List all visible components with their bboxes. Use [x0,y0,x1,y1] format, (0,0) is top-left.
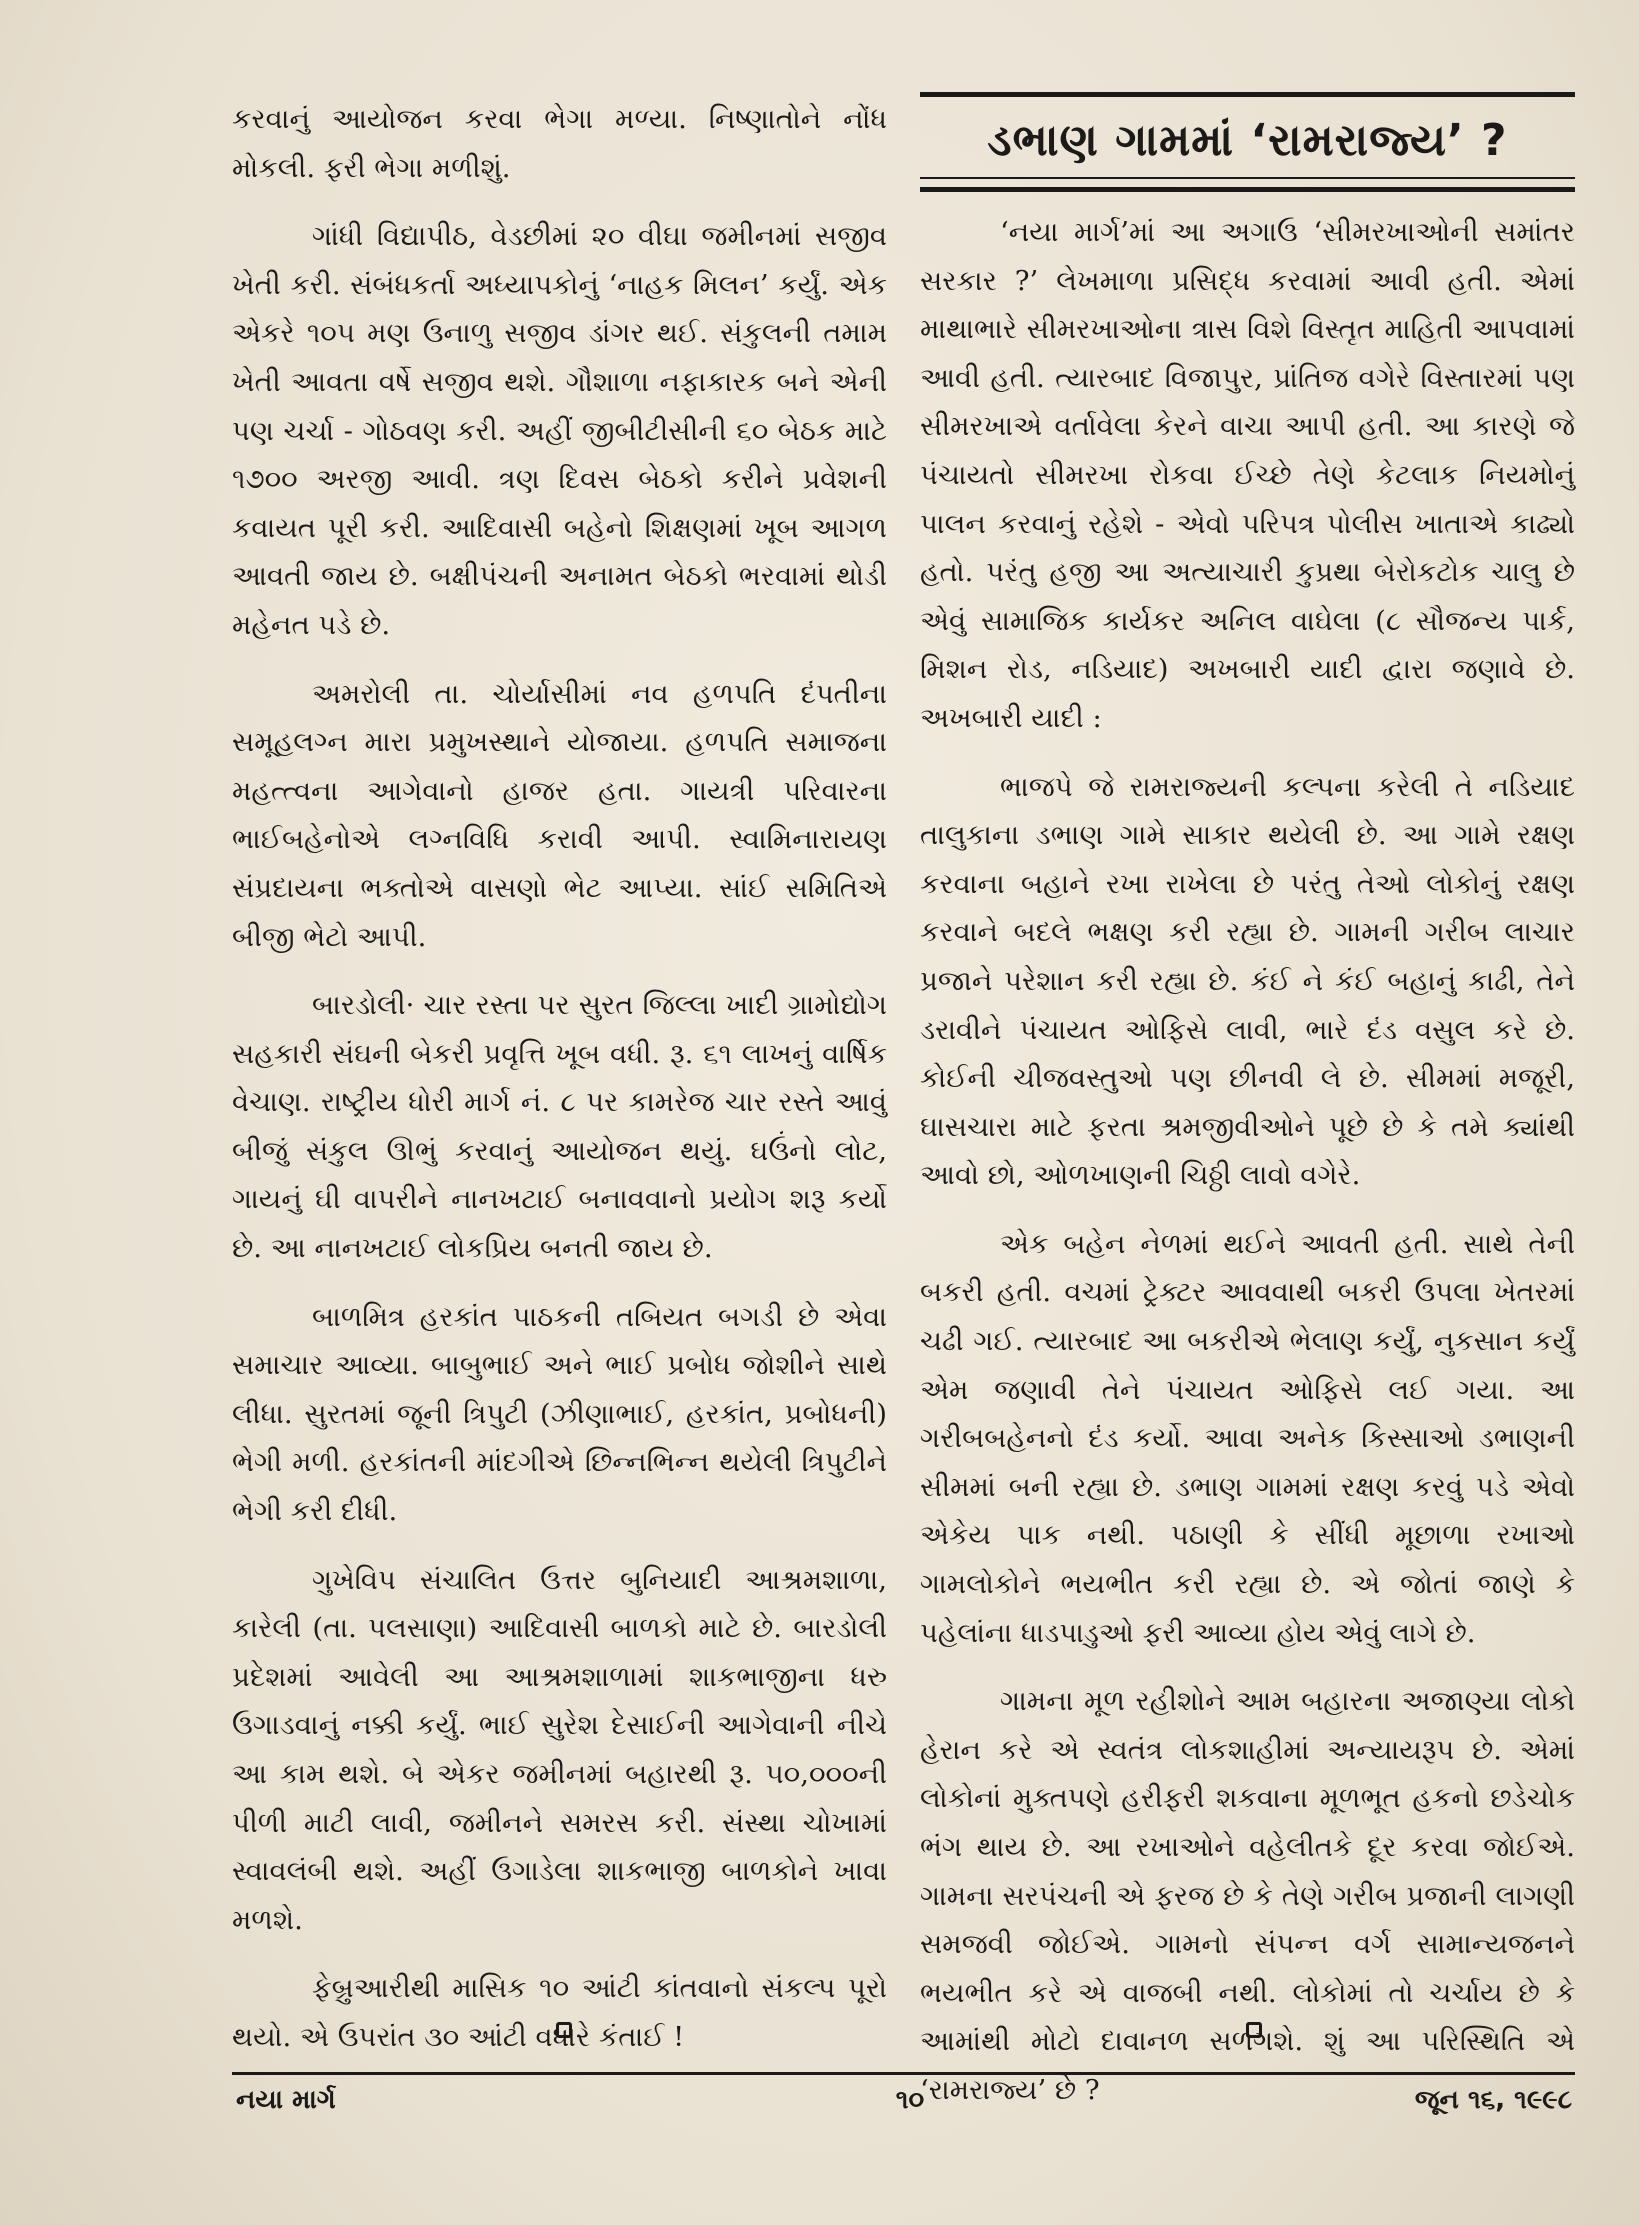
end-of-article-mark [1246,2022,1262,2038]
footer-page-number: ૧૦ [895,2085,925,2115]
article-paragraph: અમરોલી તા. ચોર્યાસીમાં નવ હળપતિ દંપતીના સમૂહલગ્ન મારા પ્રમુખસ્થાને યોજાયા. હળપતિ સમાજના મહત્ત્વના આગેવાનો હાજર હતા. ગાયત્રી પરિવારના ભાઈબહેનોએ લગ્નવિધિ કરાવી આપી. સ્વામિનારાયણ સંપ્રદાયના ભક્તોએ વાસણો ભેટ આપ્યા. સાંઈ સમિતિએ બીજી ભેટો આપી. [232,677,887,953]
headline-rule [920,177,1575,179]
left-column [232,95,887,2082]
footer-date: જૂન ૧૬, ૧૯૯૮ [1414,2085,1572,2115]
article-paragraph: ‘નયા માર્ગ’માં આ અગાઉ ‘સીમરખાઓની સમાંતર સરકાર ?’ લેખમાળા પ્રસિદ્ધ કરવામાં આવી હતી. એમાં માથાભારે સીમરખાઓના ત્રાસ વિશે વિસ્તૃત માહિતી આપવામાં આવી હતી. ત્યારબાદ વિજાપુર, પ્રાંતિજ વગેરે વિસ્તારમાં પણ સીમરખાએ વર્તાવેલા કેરને વાચા આપી હતી. આ કારણે જે પંચાયતો સીમરખા રોકવા ઈચ્છે તેણે કેટલાક નિયમોનું પાલન કરવાનું રહેશે - એવો પરિપત્ર પોલીસ ખાતાએ કાઢ્યો હતો. પરંતુ હજી આ અત્યાચારી કુપ્રથા બેરોકટોક ચાલુ છે એવું સામાજિક કાર્યકર અનિલ વાઘેલા (૮ સૌજન્ય પાર્ક, મિશન રોડ, નડિયાદ) અખબારી યાદી દ્વારા જણાવે છે. અખબારી યાદી : [920,216,1575,734]
article-paragraph: એક બહેન નેળમાં થઈને આવતી હતી. સાથે તેની બકરી હતી. વચમાં ટ્રેક્ટર આવવાથી બકરી ઉપલા ખેતરમાં ચઢી ગઈ. ત્યારબાદ આ બકરીએ ભેલાણ કર્યું, નુકસાન કર્યું એમ જણાવી તેને પંચાયત ઓફિસે લઈ ગયા. આ ગરીબબહેનનો દંડ કર્યો. આવા અનેક કિસ્સાઓ ડભાણની સીમમાં બની રહ્યા છે. ડભાણ ગામમાં રક્ષણ કરવું પડે એવો એકેય પાક નથી. પઠાણી કે સીંધી મૂછાળા રખાઓ ગામલોકોને ભયભીત કરી રહ્યા છે. એ જોતાં જાણે કે પહેલાંના ધાડપાડુઓ ફરી આવ્યા હોય એવું લાગે છે. [920,1227,1575,1649]
article-paragraph: બારડોલી· ચાર રસ્તા પર સુરત જિલ્લા ખાદી ગ્રામોદ્યોગ સહકારી સંઘની બેકરી પ્રવૃત્તિ ખૂબ વધી. રૂ. ૬૧ લાખનું વાર્ષિક વેચાણ. રાષ્ટ્રીય ધોરી માર્ગ નં. ૮ પર કામરેજ ચાર રસ્તે આવું બીજું સંકુલ ઊભું કરવાનું આયોજન થયું. ઘઉંનો લોટ, ગાયનું ઘી વાપરીને નાનખટાઈ બનાવવાનો પ્રયોગ શરૂ કર્યો છે. આ નાનખટાઈ લોકપ્રિય બનતી જાય છે. [232,989,887,1265]
footer-publication-name: નયા માર્ગ [236,2085,336,2115]
article-paragraph: કરવાનું આયોજન કરવા ભેગા મળ્યા. નિષ્ણાતોને નોંધ મોકલી. ફરી ભેગા મળીશું. [232,103,887,184]
headline-box [920,92,1575,192]
article-paragraph: ફેબ્રુઆરીથી માસિક ૧૦ આંટી કાંતવાનો સંકલ્પ પૂરો થયો. એ ઉપરાંત ૩૦ આંટી વધારે કંતાઈ ! [232,1972,887,2053]
right-column [920,208,1575,2135]
article-paragraph: ગાંધી વિદ્યાપીઠ, વેડછીમાં ૨૦ વીઘા જમીનમાં સજીવ ખેતી કરી. સંબંધકર્તા અધ્યાપકોનું ‘નાહક મિલન’ કર્યું. એક એકરે ૧૦૫ મણ ઉનાળુ સજીવ ડાંગર થઈ. સંકુલની તમામ ખેતી આવતા વર્ષે સજીવ થશે. ગૌશાળા નફાકારક બને એની પણ ચર્ચા - ગોઠવણ કરી. અહીં જીબીટીસીની ૬૦ બેઠક માટે ૧૭૦૦ અરજી આવી. ત્રણ દિવસ બેઠકો કરીને પ્રવેશની કવાયત પૂરી કરી. આદિવાસી બહેનો શિક્ષણમાં ખૂબ આગળ આવતી જાય છે. બક્ષીપંચની અનામત બેઠકો ભરવામાં થોડી મહેનત પડે છે. [232,220,887,641]
article-paragraph: ભાજપે જે રામરાજ્યની કલ્પના કરેલી તે નડિયાદ તાલુકાના ડભાણ ગામે સાકાર થયેલી છે. આ ગામે રક્ષણ કરવાના બહાને રખા રાખેલા છે પરંતુ તેઓ લોકોનું રક્ષણ કરવાને બદલે ભક્ષણ કરી રહ્યા છે. ગામની ગરીબ લાચાર પ્રજાને પરેશાન કરી રહ્યા છે. કંઈ ને કંઈ બહાનું કાઢી, તેને ડરાવીને પંચાયત ઓફિસે લાવી, ભારે દંડ વસુલ કરે છે. કોઈની ચીજવસ્તુઓ પણ છીનવી લે છે. સીમમાં મજૂરી, ઘાસચારા માટે ફરતા શ્રમજીવીઓને પૂછે છે કે તમે ક્યાંથી આવો છો, ઓળખાણની ચિઠ્ઠી લાવો વગેરે. [920,770,1575,1192]
article-paragraph: ગુખેવિપ સંચાલિત ઉત્તર બુનિયાદી આશ્રમશાળા, કારેલી (તા. પલસાણા) આદિવાસી બાળકો માટે છે. બારડોલી પ્રદેશમાં આવેલી આ આશ્રમશાળામાં શાકભાજીના ધરુ ઉગાડવાનું નક્કી કર્યું. ભાઈ સુરેશ દેસાઈની આગેવાની નીચે આ કામ થશે. બે એકર જમીનમાં બહારથી રૂ. ૫૦,૦૦૦ની પીળી માટી લાવી, જમીનને સમરસ કરી. સંસ્થા ચોખામાં સ્વાવલંબી થશે. અહીં ઉગાડેલા શાકભાજી બાળકોને ખાવા મળશે. [232,1563,887,1936]
footer-rule [232,2072,1575,2075]
article-headline: ડભાણ ગામમાં ‘રામરાજ્ય’ ? [987,115,1508,166]
end-of-article-mark [556,2022,572,2038]
article-paragraph: બાળમિત્ર હરકાંત પાઠકની તબિયત બગડી છે એવા સમાચાર આવ્યા. બાબુભાઈ અને ભાઈ પ્રબોધ જોશીને સાથે લીધા. સુરતમાં જૂની ત્રિપુટી (ઝીણાભાઈ, હરકાંત, પ્રબોધની) ભેગી મળી. હરકાંતની માંદગીએ છિન્નભિન્ન થયેલી ત્રિપુટીને ભેગી કરી દીધી. [232,1300,887,1528]
article-paragraph: ગામના મૂળ રહીશોને આમ બહારના અજાણ્યા લોકો હેરાન કરે એ સ્વતંત્ર લોકશાહીમાં અન્યાયરૂપ છે. એમાં લોકોનાં મુક્તપણે હરીફરી શકવાના મૂળભૂત હકનો છડેચોક ભંગ થાય છે. આ રખાઓને વહેલીતકે દૂર કરવા જોઈએ. ગામના સરપંચની એ ફરજ છે કે તેણે ગરીબ પ્રજાની લાગણી સમજવી જોઈએ. ગામનો સંપન્ન વર્ગ સામાન્યજનને ભયભીત કરે એ વાજબી નથી. લોકોમાં તો ચર્ચાય છે કે આમાંથી મોટો દાવાનળ સળગશે. શું આ પરિસ્થિતિ એ ‘રામરાજ્ય’ છે ? [920,1685,1575,2106]
